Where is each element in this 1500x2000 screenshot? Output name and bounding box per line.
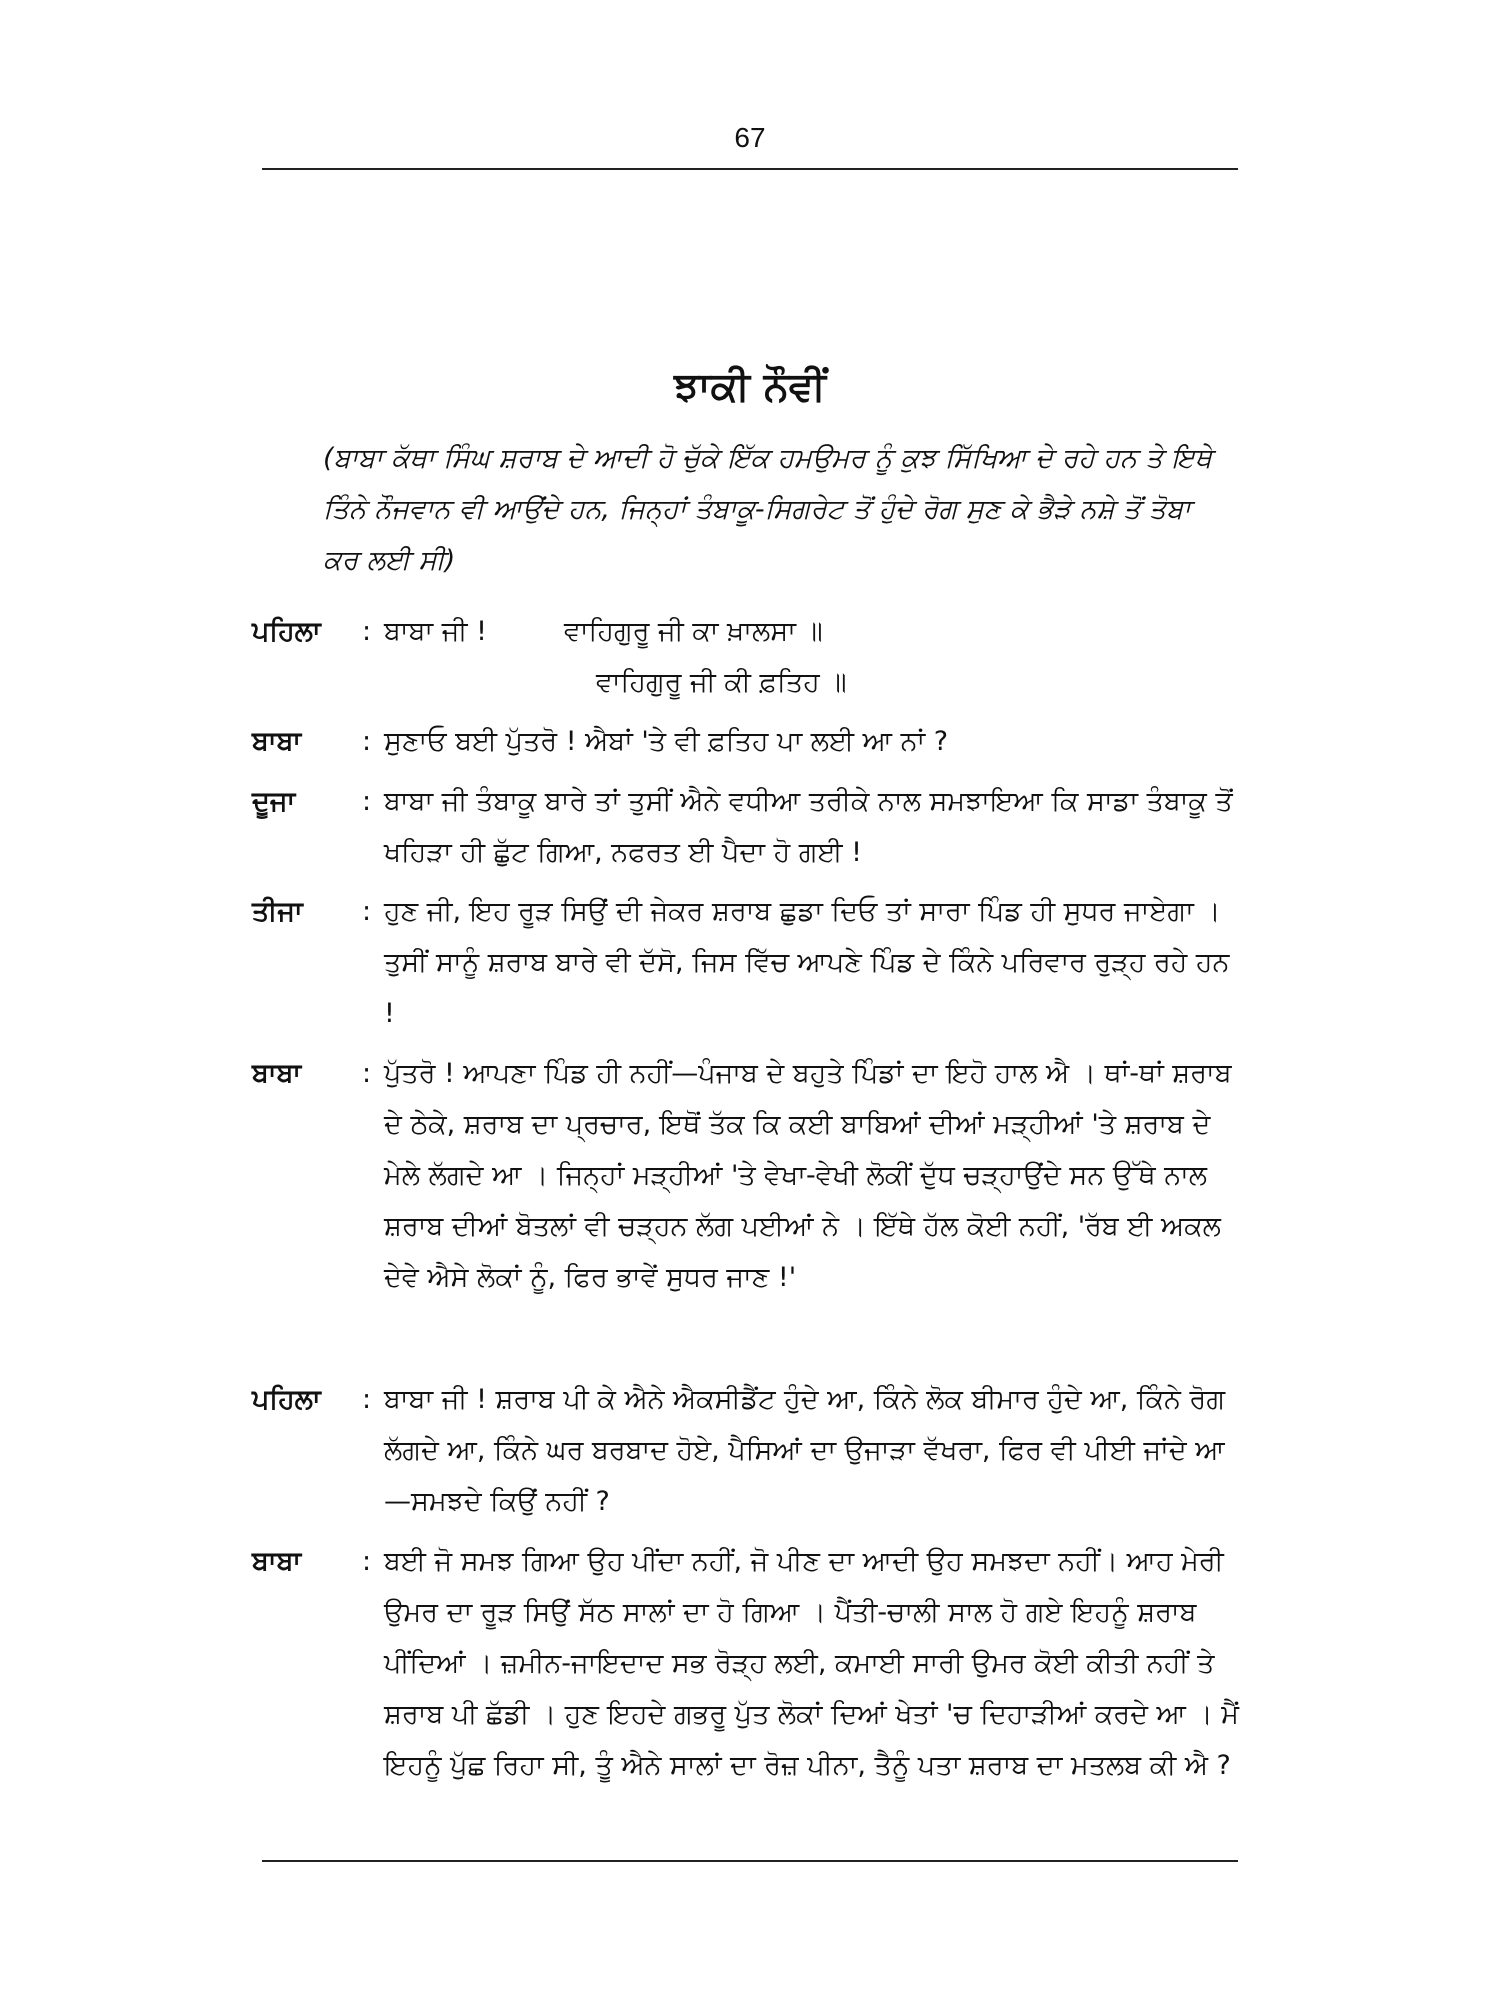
dialogue-text: ਪੁੱਤਰੋ ! ਆਪਣਾ ਪਿੰਡ ਹੀ ਨਹੀਂ—ਪੰਜਾਬ ਦੇ ਬਹੁਤੇ ਪਿੰਡਾਂ ਦਾ ਇਹੋ ਹਾਲ ਐ । ਥਾਂ-ਥਾਂ ਸ਼ਰਾਬ ਦੇ ਠੇਕੇ, ਸ਼ਰਾਬ ਦਾ ਪ੍ਰਚਾਰ, ਇਥੋਂ ਤੱਕ ਕਿ ਕਈ ਬਾਬਿਆਂ ਦੀਆਂ ਮੜ੍ਹੀਆਂ 'ਤੇ ਸ਼ਰਾਬ ਦੇ ਮੇਲੇ ਲੱਗਦੇ ਆ । ਜਿਨ੍ਹਾਂ ਮੜ੍ਹੀਆਂ 'ਤੇ ਵੇਖਾ-ਵੇਖੀ ਲੋਕੀਂ ਦੁੱਧ ਚੜ੍ਹਾਉਂਦੇ ਸਨ ਉੱਥੇ ਨਾਲ ਸ਼ਰਾਬ ਦੀਆਂ ਬੋਤਲਾਂ ਵੀ ਚੜ੍ਹਨ ਲੱਗ ਪਈਆਂ ਨੇ । ਇੱਥੇ ਹੱਲ ਕੋਈ ਨਹੀਂ, 'ਰੱਬ ਈ ਅਕਲ ਦੇਵੇ ਐਸੇ ਲੋਕਾਂ ਨੂੰ, ਫਿਰ ਭਾਵੇਂ ਸੁਧਰ ਜਾਣ !' xyxy=(384,1058,1232,1293)
speaker-name: ਦੂਜਾ xyxy=(252,786,296,817)
page-number: 67 xyxy=(734,122,766,153)
greeting-khalsa: ਵਾਹਿਗੁਰੂ ਜੀ ਕਾ ਖ਼ਾਲਸਾ ॥ xyxy=(564,616,823,647)
dialogue-text: ਬਾਬਾ ਜੀ ਤੰਬਾਕੂ ਬਾਰੇ ਤਾਂ ਤੁਸੀਂ ਐਨੇ ਵਧੀਆ ਤਰੀਕੇ ਨਾਲ ਸਮਝਾਇਆ ਕਿ ਸਾਡਾ ਤੰਬਾਕੂ ਤੋਂ ਖਹਿੜਾ ਹੀ ਛੁੱਟ ਗਿਆ, ਨਫਰਤ ਈ ਪੈਦਾ ਹੋ ਗਈ ! xyxy=(384,786,1233,868)
dialogue-text: ਹੁਣ ਜੀ, ਇਹ ਰੂੜ ਸਿਉਂ ਦੀ ਜੇਕਰ ਸ਼ਰਾਬ ਛੁਡਾ ਦਿਓ ਤਾਂ ਸਾਰਾ ਪਿੰਡ ਹੀ ਸੁਧਰ ਜਾਏਗਾ । ਤੁਸੀਂ ਸਾਨੂੰ ਸ਼ਰਾਬ ਬਾਰੇ ਵੀ ਦੱਸੋ, ਜਿਸ ਵਿੱਚ ਆਪਣੇ ਪਿੰਡ ਦੇ ਕਿੰਨੇ ਪਰਿਵਾਰ ਰੁੜ੍ਹ ਰਹੇ ਹਨ ! xyxy=(384,896,1230,1029)
dialogue-line-4 xyxy=(252,886,1242,1039)
speaker-colon: : xyxy=(362,726,372,757)
greeting-fateh: ਵਾਹਿਗੁਰੂ ਜੀ ਕੀ ਫ਼ਤਿਹ ॥ xyxy=(596,667,847,698)
dialogue-text xyxy=(384,606,1242,708)
dialogue-line-2 xyxy=(252,716,1242,767)
speaker-name: ਤੀਜਾ xyxy=(252,896,303,927)
speaker-colon: : xyxy=(362,896,372,927)
header-rule xyxy=(262,168,1238,170)
speaker-name: ਬਾਬਾ xyxy=(252,1546,302,1577)
speaker-colon: : xyxy=(362,1058,372,1089)
dialogue-line-5 xyxy=(252,1048,1242,1303)
dialogue-line-1 xyxy=(252,606,1242,708)
dialogue-line-6 xyxy=(252,1374,1242,1527)
greeting-address: ਬਾਬਾ ਜੀ ! xyxy=(384,616,487,647)
dialogue-line-3 xyxy=(252,776,1242,878)
speaker-name: ਬਾਬਾ xyxy=(252,1058,302,1089)
speaker-colon: : xyxy=(362,1546,372,1577)
speaker-colon: : xyxy=(362,1384,372,1415)
speaker-name: ਪਹਿਲਾ xyxy=(252,616,321,647)
speaker-name: ਪਹਿਲਾ xyxy=(252,1384,321,1415)
dialogue-text: ਬਈ ਜੋ ਸਮਝ ਗਿਆ ਉਹ ਪੀਂਦਾ ਨਹੀਂ, ਜੋ ਪੀਣ ਦਾ ਆਦੀ ਉਹ ਸਮਝਦਾ ਨਹੀਂ। ਆਹ ਮੇਰੀ ਉਮਰ ਦਾ ਰੂੜ ਸਿਉਂ ਸੱਠ ਸਾਲਾਂ ਦਾ ਹੋ ਗਿਆ । ਪੈਂਤੀ-ਚਾਲੀ ਸਾਲ ਹੋ ਗਏ ਇਹਨੂੰ ਸ਼ਰਾਬ ਪੀਂਦਿਆਂ । ਜ਼ਮੀਨ-ਜਾਇਦਾਦ ਸਭ ਰੋੜ੍ਹ ਲਈ, ਕਮਾਈ ਸਾਰੀ ਉਮਰ ਕੋਈ ਕੀਤੀ ਨਹੀਂ ਤੇ ਸ਼ਰਾਬ ਪੀ ਛੱਡੀ । ਹੁਣ ਇਹਦੇ ਗਭਰੂ ਪੁੱਤ ਲੋਕਾਂ ਦਿਆਂ ਖੇਤਾਂ 'ਚ ਦਿਹਾੜੀਆਂ ਕਰਦੇ ਆ । ਮੈਂ ਇਹਨੂੰ ਪੁੱਛ ਰਿਹਾ ਸੀ, ਤੂੰ ਐਨੇ ਸਾਲਾਂ ਦਾ ਰੋਜ਼ ਪੀਨਾ, ਤੈਨੂੰ ਪਤਾ ਸ਼ਰਾਬ ਦਾ ਮਤਲਬ ਕੀ ਐ ? xyxy=(384,1546,1240,1781)
speaker-colon: : xyxy=(362,786,372,817)
speaker-name: ਬਾਬਾ xyxy=(252,726,302,757)
dialogue-text: ਬਾਬਾ ਜੀ ! ਸ਼ਰਾਬ ਪੀ ਕੇ ਐਨੇ ਐਕਸੀਡੈਂਟ ਹੁੰਦੇ ਆ, ਕਿੰਨੇ ਲੋਕ ਬੀਮਾਰ ਹੁੰਦੇ ਆ, ਕਿੰਨੇ ਰੋਗ ਲੱਗਦੇ ਆ, ਕਿੰਨੇ ਘਰ ਬਰਬਾਦ ਹੋਏ, ਪੈਸਿਆਂ ਦਾ ਉਜਾੜਾ ਵੱਖਰਾ, ਫਿਰ ਵੀ ਪੀਈ ਜਾਂਦੇ ਆ—ਸਮਝਦੇ ਕਿਉਂ ਨਹੀਂ ? xyxy=(384,1384,1226,1517)
stage-direction: (ਬਾਬਾ ਕੱਥਾ ਸਿੰਘ ਸ਼ਰਾਬ ਦੇ ਆਦੀ ਹੋ ਚੁੱਕੇ ਇੱਕ ਹਮਉਮਰ ਨੂੰ ਕੁਝ ਸਿੱਖਿਆ ਦੇ ਰਹੇ ਹਨ ਤੇ ਇਥੇ ਤਿੰਨੇ ਨੌਜਵਾਨ ਵੀ ਆਉਂਦੇ ਹਨ, ਜਿਨ੍ਹਾਂ ਤੰਬਾਕੂ-ਸਿਗਰੇਟ ਤੋਂ ਹੁੰਦੇ ਰੋਗ ਸੁਣ ਕੇ ਭੈੜੇ ਨਸ਼ੇ ਤੋਂ ਤੋਬਾ ਕਰ ਲਈ ਸੀ) xyxy=(323,443,1212,576)
speaker-colon: : xyxy=(362,616,372,647)
footer-rule xyxy=(262,1860,1238,1862)
dialogue-line-7 xyxy=(252,1536,1242,1791)
scene-title: ਝਾਕੀ ਨੌਵੀਂ xyxy=(674,364,826,410)
dialogue-text: ਸੁਣਾਓ ਬਈ ਪੁੱਤਰੋ ! ਐਬਾਂ 'ਤੇ ਵੀ ਫ਼ਤਿਹ ਪਾ ਲਈ ਆ ਨਾਂ ? xyxy=(384,726,949,757)
